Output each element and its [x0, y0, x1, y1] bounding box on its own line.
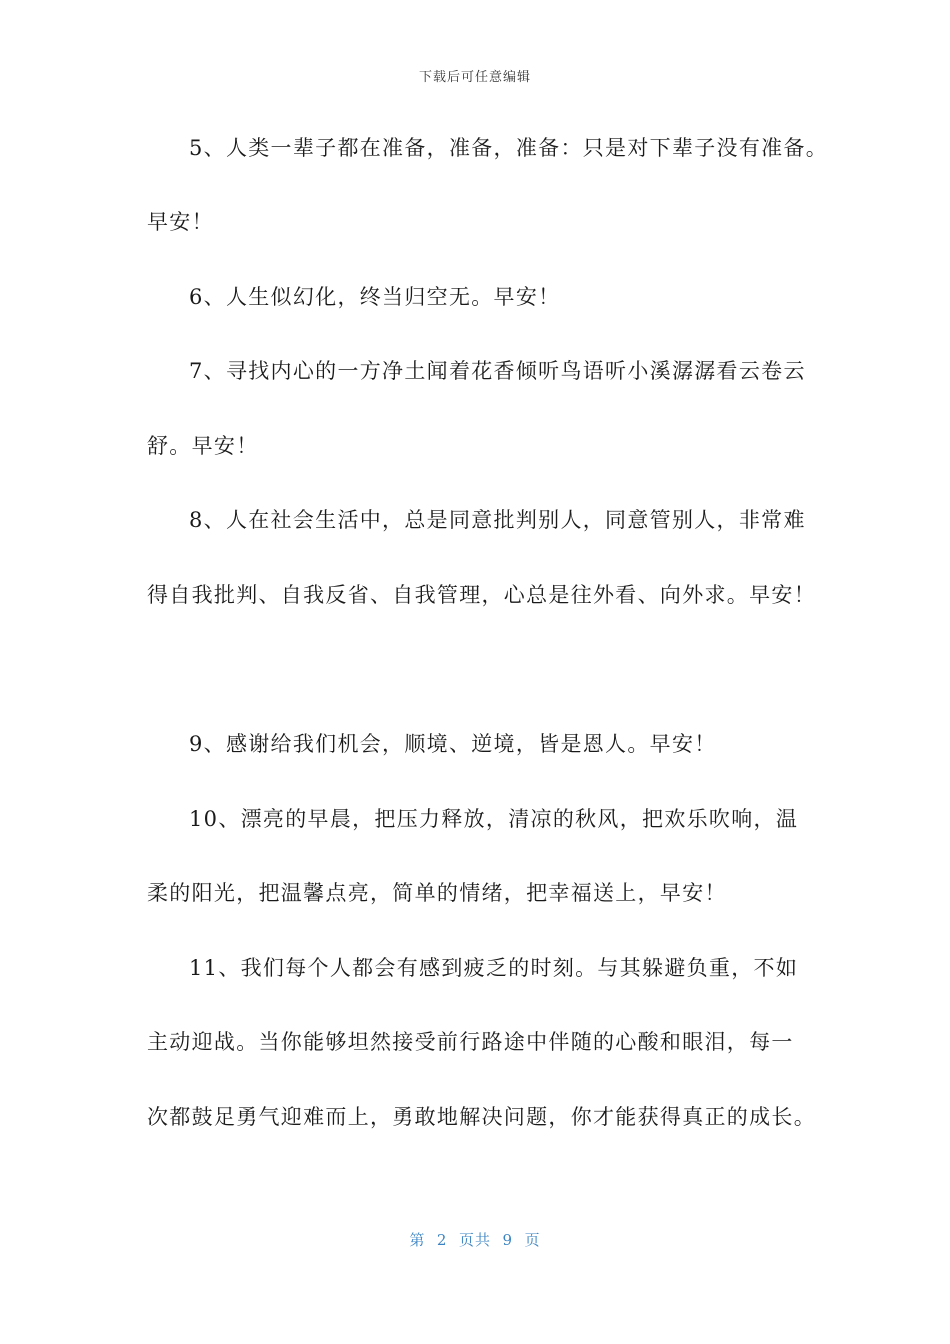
body-line: 次都鼓足勇气迎难而上，勇敢地解决问题，你才能获得真正的成长。 — [147, 1105, 816, 1129]
body-line: 11、我们每个人都会有感到疲乏的时刻。与其躲避负重，不如 — [189, 956, 799, 980]
body-line: 8、人在社会生活中，总是同意批判别人，同意管别人，非常难 — [189, 508, 806, 532]
body-line: 5、人类一辈子都在准备，准备，准备：只是对下辈子没有准备。 — [189, 136, 829, 160]
body-line: 柔的阳光，把温馨点亮，简单的情绪，把幸福送上，早安！ — [147, 881, 727, 905]
body-line: 早安！ — [147, 210, 214, 234]
body-line: 舒。早安！ — [147, 434, 259, 458]
page-number-footer: 第 2 页共 9 页 — [409, 1231, 541, 1249]
page-header: 下载后可任意编辑 — [418, 70, 531, 85]
body-line: 9、感谢给我们机会，顺境、逆境，皆是恩人。早安！ — [189, 732, 717, 756]
body-line: 6、人生似幻化，终当归空无。早安！ — [189, 285, 561, 309]
body-line: 主动迎战。当你能够坦然接受前行路途中伴随的心酸和眼泪，每一 — [147, 1030, 794, 1054]
body-line: 7、寻找内心的一方净土闻着花香倾听鸟语听小溪潺潺看云卷云 — [189, 359, 806, 383]
body-line: 10、漂亮的早晨，把压力释放，清凉的秋风，把欢乐吹响，温 — [189, 807, 799, 831]
body-line: 得自我批判、自我反省、自我管理，心总是往外看、向外求。早安！ — [147, 583, 816, 607]
